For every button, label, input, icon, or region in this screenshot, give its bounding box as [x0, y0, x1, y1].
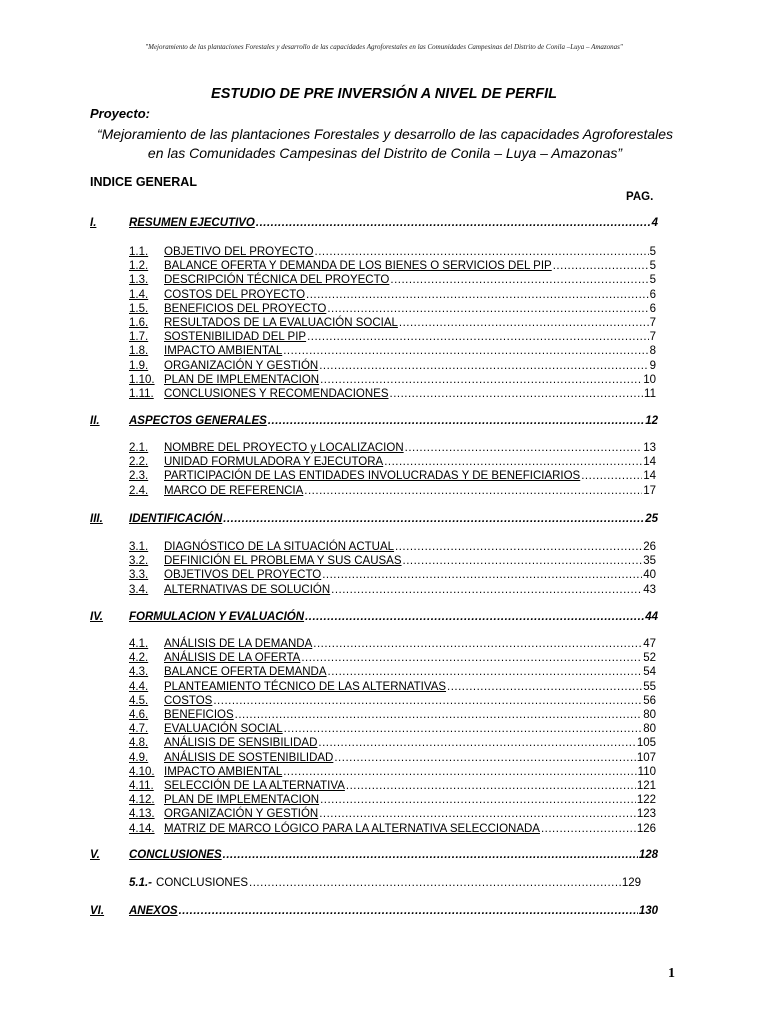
subsection-number: 3.2. [129, 555, 149, 568]
subsection-title: PLAN DE IMPLEMENTACION [164, 794, 320, 807]
leader-dots [249, 876, 621, 890]
toc-subsection-row[interactable] [129, 822, 656, 836]
section-title: RESUMEN EJECUTIVO [129, 217, 255, 229]
leader-dots [223, 848, 638, 862]
subsection-title: DIAGNÓSTICO DE LA SITUACIÓN ACTUAL [164, 541, 395, 553]
subsection-page: 11 [644, 388, 656, 400]
toc-section-row[interactable] [90, 414, 658, 428]
toc-section-row[interactable] [90, 512, 658, 526]
subsection-page: 10 [643, 373, 656, 386]
subsection-number: 4.13. [129, 808, 155, 821]
subsection-title: UNIDAD FORMULADORA Y EJECUTORA [164, 456, 384, 469]
subsection-page: 80 [643, 723, 656, 736]
subsection-number: 4.7. [129, 723, 149, 736]
subsection-page: 121 [636, 780, 656, 792]
subsection-number: 4.3. [129, 666, 149, 679]
subsection-page: 26 [643, 541, 656, 553]
leader-dots [331, 583, 642, 597]
leader-dots [179, 904, 638, 918]
subsection-number: 1.1. [129, 246, 149, 258]
toc-subsection-row[interactable] [129, 302, 656, 316]
subsection-page: 14 [643, 470, 656, 483]
subsection-title: ANÁLISIS DE SOSTENIBILIDAD [164, 751, 334, 764]
leader-dots [327, 302, 648, 316]
section-page: 4 [651, 217, 658, 229]
subsection-title: NOMBRE DEL PROYECTO y LOCALIZACION [164, 442, 404, 454]
toc-subsection-row[interactable] [129, 330, 656, 344]
subsection-title: ORGANIZACIÓN Y GESTIÓN [164, 359, 319, 372]
leader-dots [581, 469, 642, 483]
subsection-number: 4.4. [129, 680, 149, 693]
leader-dots [320, 793, 636, 807]
leader-dots [283, 344, 648, 358]
subsection-title: ANÁLISIS DE LA DEMANDA [164, 638, 313, 650]
subsection-title: BALANCE OFERTA DEMANDA [164, 666, 327, 679]
leader-dots [305, 610, 644, 624]
subsection-number: 1.7. [129, 331, 149, 344]
subsection-page: 6 [649, 288, 656, 301]
subsection-page: 5 [649, 274, 656, 287]
section-title: FORMULACION Y EVALUACIÓN [129, 611, 305, 623]
subsection-number: 2.2. [129, 456, 149, 469]
leader-dots [256, 216, 651, 230]
toc-subsection-row[interactable] [129, 316, 656, 330]
section-page: 12 [645, 415, 658, 427]
document-title: ESTUDIO DE PRE INVERSIÓN A NIVEL DE PERFIL [211, 86, 557, 102]
toc-subsection-row[interactable] [129, 554, 656, 568]
leader-dots [390, 387, 644, 401]
toc-subsection-row[interactable] [129, 245, 656, 259]
leader-dots [268, 414, 644, 428]
toc-subsection-row[interactable] [129, 387, 656, 401]
toc-subsection-row[interactable] [129, 779, 656, 793]
project-name-line-2: en las Comunidades Campesinas del Distrito de Conila – Luya – Amazonas” [147, 145, 623, 161]
leader-dots [320, 373, 642, 387]
toc-subsection-row[interactable] [129, 680, 656, 694]
subsection-page: 7 [649, 331, 656, 344]
subsection-number: 4.8. [129, 737, 149, 750]
toc-subsection-row[interactable] [129, 568, 656, 582]
subsection-title: PLANTEAMIENTO TÉCNICO DE LAS ALTERNATIVAS [164, 680, 447, 693]
section-number: I. [90, 217, 97, 229]
toc-subsection-row[interactable] [129, 651, 656, 665]
leader-dots [304, 484, 642, 498]
subsection-number: 4.9. [129, 751, 149, 764]
leader-dots [334, 751, 635, 765]
leader-dots [318, 736, 635, 750]
subsection-page: 5 [649, 260, 656, 273]
subsection-title: EVALUACIÓN SOCIAL [164, 723, 283, 736]
leader-dots [403, 554, 643, 568]
toc-subsection-row[interactable] [129, 722, 656, 736]
subsection-number: 4.11. [129, 780, 154, 792]
subsection-title: COSTOS DEL PROYECTO [164, 288, 306, 301]
subsection-page: 43 [643, 583, 656, 596]
subsection-title: BENEFICIOS [164, 709, 234, 721]
leader-dots [307, 330, 649, 344]
leader-dots [384, 455, 642, 469]
subsection-title: ORGANIZACIÓN Y GESTIÓN [164, 808, 319, 821]
subsection-title: IMPACTO AMBIENTAL [164, 345, 283, 358]
section-title: CONCLUSIONES [129, 849, 222, 861]
subsection-number: 1.6. [129, 317, 149, 329]
subsection-title: OBJETIVO DEL PROYECTO [164, 246, 314, 258]
toc-subsection-row[interactable] [129, 469, 656, 483]
leader-dots [328, 665, 643, 679]
subsection-page: 40 [643, 569, 656, 582]
toc-subsection-row[interactable] [129, 751, 656, 765]
toc-subsection-row[interactable] [129, 694, 656, 708]
subsection-title: SELECCIÓN DE LA ALTERNATIVA [164, 780, 345, 792]
subsection-number: 5.1.- [129, 877, 153, 889]
section-title: ANEXOS [129, 905, 178, 917]
subsection-title: ANÁLISIS DE LA OFERTA [164, 652, 301, 665]
leader-dots [213, 694, 642, 708]
toc-subsection-row[interactable] [129, 765, 656, 779]
section-page: 130 [638, 905, 658, 917]
subsection-page: 7 [649, 317, 656, 329]
toc-subsection-row[interactable] [129, 876, 656, 890]
running-header: "Mejoramiento de las plantaciones Forestales y desarrollo de las capacidades Agroforestales en las Comunidades Campesinas del Distrito de Conila –Luya – Amazonas" [145, 43, 623, 51]
leader-dots [553, 259, 649, 273]
subsection-number: 1.9. [129, 359, 149, 372]
subsection-title: OBJETIVOS DEL PROYECTO [164, 569, 322, 582]
subsection-title: CONCLUSIONES [156, 877, 249, 889]
subsection-number: 2.1. [129, 442, 149, 454]
subsection-number: 4.12. [129, 794, 155, 807]
subsection-page: 17 [643, 484, 656, 497]
leader-dots [283, 765, 636, 779]
subsection-page: 9 [649, 359, 656, 372]
index-label: INDICE GENERAL [90, 175, 197, 189]
section-page: 25 [645, 513, 658, 525]
leader-dots [541, 822, 636, 836]
toc-subsection-row[interactable] [129, 484, 656, 498]
subsection-page: 56 [643, 694, 656, 707]
toc-section-row[interactable] [90, 216, 658, 230]
toc-subsection-row[interactable] [129, 665, 656, 679]
section-number: II. [90, 415, 100, 427]
toc-subsection-row[interactable] [129, 455, 656, 469]
subsection-number: 2.3. [129, 470, 149, 483]
subsection-title: PARTICIPACIÓN DE LAS ENTIDADES INVOLUCRADAS Y DE BENEFICIARIOS [164, 470, 581, 483]
subsection-title: BALANCE OFERTA Y DEMANDA DE LOS BIENES O SERVICIOS DEL PIP [164, 260, 552, 273]
subsection-number: 4.1. [129, 638, 149, 650]
toc-subsection-row[interactable] [129, 441, 656, 455]
subsection-page: 126 [636, 822, 656, 835]
leader-dots [235, 708, 643, 722]
subsection-number: 4.5. [129, 694, 149, 707]
subsection-page: 122 [636, 794, 656, 807]
subsection-page: 35 [643, 555, 656, 568]
section-page: 44 [645, 611, 658, 623]
project-name-line-1: “Mejoramiento de las plantaciones Forestales y desarrollo de las capacidades Agroforestales [96, 126, 674, 142]
subsection-page: 123 [636, 808, 656, 821]
leader-dots [306, 288, 649, 302]
subsection-title: BENEFICIOS DEL PROYECTO [164, 302, 327, 315]
subsection-title: MATRIZ DE MARCO LÓGICO PARA LA ALTERNATIVA SELECCIONADA [164, 822, 540, 835]
toc-subsection-row[interactable] [129, 288, 656, 302]
subsection-page: 5 [649, 246, 656, 258]
subsection-number: 3.1. [129, 541, 149, 553]
toc-subsection-row[interactable] [129, 373, 656, 387]
toc-subsection-row[interactable] [129, 793, 656, 807]
subsection-number: 1.2. [129, 260, 149, 273]
subsection-number: 4.2. [129, 652, 149, 665]
subsection-title: DEFINICIÓN EL PROBLEMA Y SUS CAUSAS [164, 555, 402, 568]
subsection-number: 3.4. [129, 583, 149, 596]
proyecto-label: Proyecto: [90, 106, 150, 121]
section-page: 128 [638, 849, 658, 861]
subsection-title: CONCLUSIONES Y RECOMENDACIONES [164, 388, 389, 400]
subsection-number: 3.3. [129, 569, 149, 582]
subsection-number: 1.3. [129, 274, 149, 287]
subsection-number: 4.14. [129, 822, 155, 835]
toc-subsection-row[interactable] [129, 736, 656, 750]
leader-dots [322, 568, 642, 582]
page-number: 1 [668, 966, 675, 981]
section-title: IDENTIFICACIÓN [129, 513, 223, 525]
toc-subsection-row[interactable] [129, 540, 656, 554]
subsection-page: 14 [643, 456, 656, 469]
toc-subsection-row[interactable] [129, 807, 656, 821]
subsection-page: 107 [636, 751, 656, 764]
subsection-number: 1.8. [129, 345, 149, 358]
subsection-page: 47 [643, 638, 656, 650]
section-number: III. [90, 513, 103, 525]
section-number: V. [90, 849, 100, 861]
subsection-page: 110 [637, 765, 656, 778]
subsection-page: 8 [649, 345, 656, 358]
leader-dots [319, 359, 648, 373]
toc-subsection-row[interactable] [129, 344, 656, 358]
subsection-number: 1.10. [129, 373, 155, 386]
subsection-number: 1.11. [129, 388, 154, 400]
toc-subsection-row[interactable] [129, 359, 656, 373]
leader-dots [315, 245, 649, 259]
toc-subsection-row[interactable] [129, 259, 656, 273]
subsection-number: 1.4. [129, 288, 149, 301]
subsection-page: 54 [643, 666, 656, 679]
toc-section-row[interactable] [90, 610, 658, 624]
leader-dots [447, 680, 642, 694]
subsection-page: 55 [643, 680, 656, 693]
leader-dots [319, 807, 636, 821]
toc-section-row[interactable] [90, 848, 658, 862]
subsection-page: 13 [643, 442, 656, 454]
subsection-title: ALTERNATIVAS DE SOLUCIÓN [164, 583, 331, 596]
leader-dots [395, 540, 642, 554]
toc-subsection-row[interactable] [129, 637, 656, 651]
leader-dots [301, 651, 642, 665]
leader-dots [405, 441, 643, 455]
subsection-page: 129 [621, 877, 641, 889]
subsection-number: 1.5. [129, 302, 149, 315]
subsection-page: 6 [649, 302, 656, 315]
subsection-page: 80 [643, 709, 656, 721]
leader-dots [390, 273, 648, 287]
subsection-page: 52 [643, 652, 656, 665]
section-number: IV. [90, 611, 104, 623]
toc-subsection-row[interactable] [129, 583, 656, 597]
leader-dots [223, 512, 644, 526]
section-number: VI. [90, 905, 105, 917]
subsection-title: ANÁLISIS DE SENSIBILIDAD [164, 737, 318, 750]
subsection-number: 2.4. [129, 484, 149, 497]
page-column-label: PAG. [626, 191, 654, 203]
subsection-title: PLAN DE IMPLEMENTACION [164, 373, 320, 386]
leader-dots [284, 722, 643, 736]
leader-dots [346, 779, 636, 793]
toc-subsection-row[interactable] [129, 273, 656, 287]
subsection-title: COSTOS [164, 694, 213, 707]
leader-dots [399, 316, 649, 330]
subsection-title: MARCO DE REFERENCIA [164, 484, 304, 497]
subsection-title: IMPACTO AMBIENTAL [164, 765, 283, 778]
subsection-page: 105 [636, 737, 656, 750]
toc-subsection-row[interactable] [129, 708, 656, 722]
toc-section-row[interactable] [90, 904, 658, 918]
subsection-title: RESULTADOS DE LA EVALUACIÓN SOCIAL [164, 317, 398, 329]
subsection-number: 4.6. [129, 709, 149, 721]
subsection-title: DESCRIPCIÓN TÉCNICA DEL PROYECTO [164, 274, 390, 287]
subsection-title: SOSTENIBILIDAD DEL PIP [164, 331, 307, 344]
section-title: ASPECTOS GENERALES [129, 415, 267, 427]
leader-dots [313, 637, 642, 651]
subsection-number: 4.10. [129, 765, 155, 778]
